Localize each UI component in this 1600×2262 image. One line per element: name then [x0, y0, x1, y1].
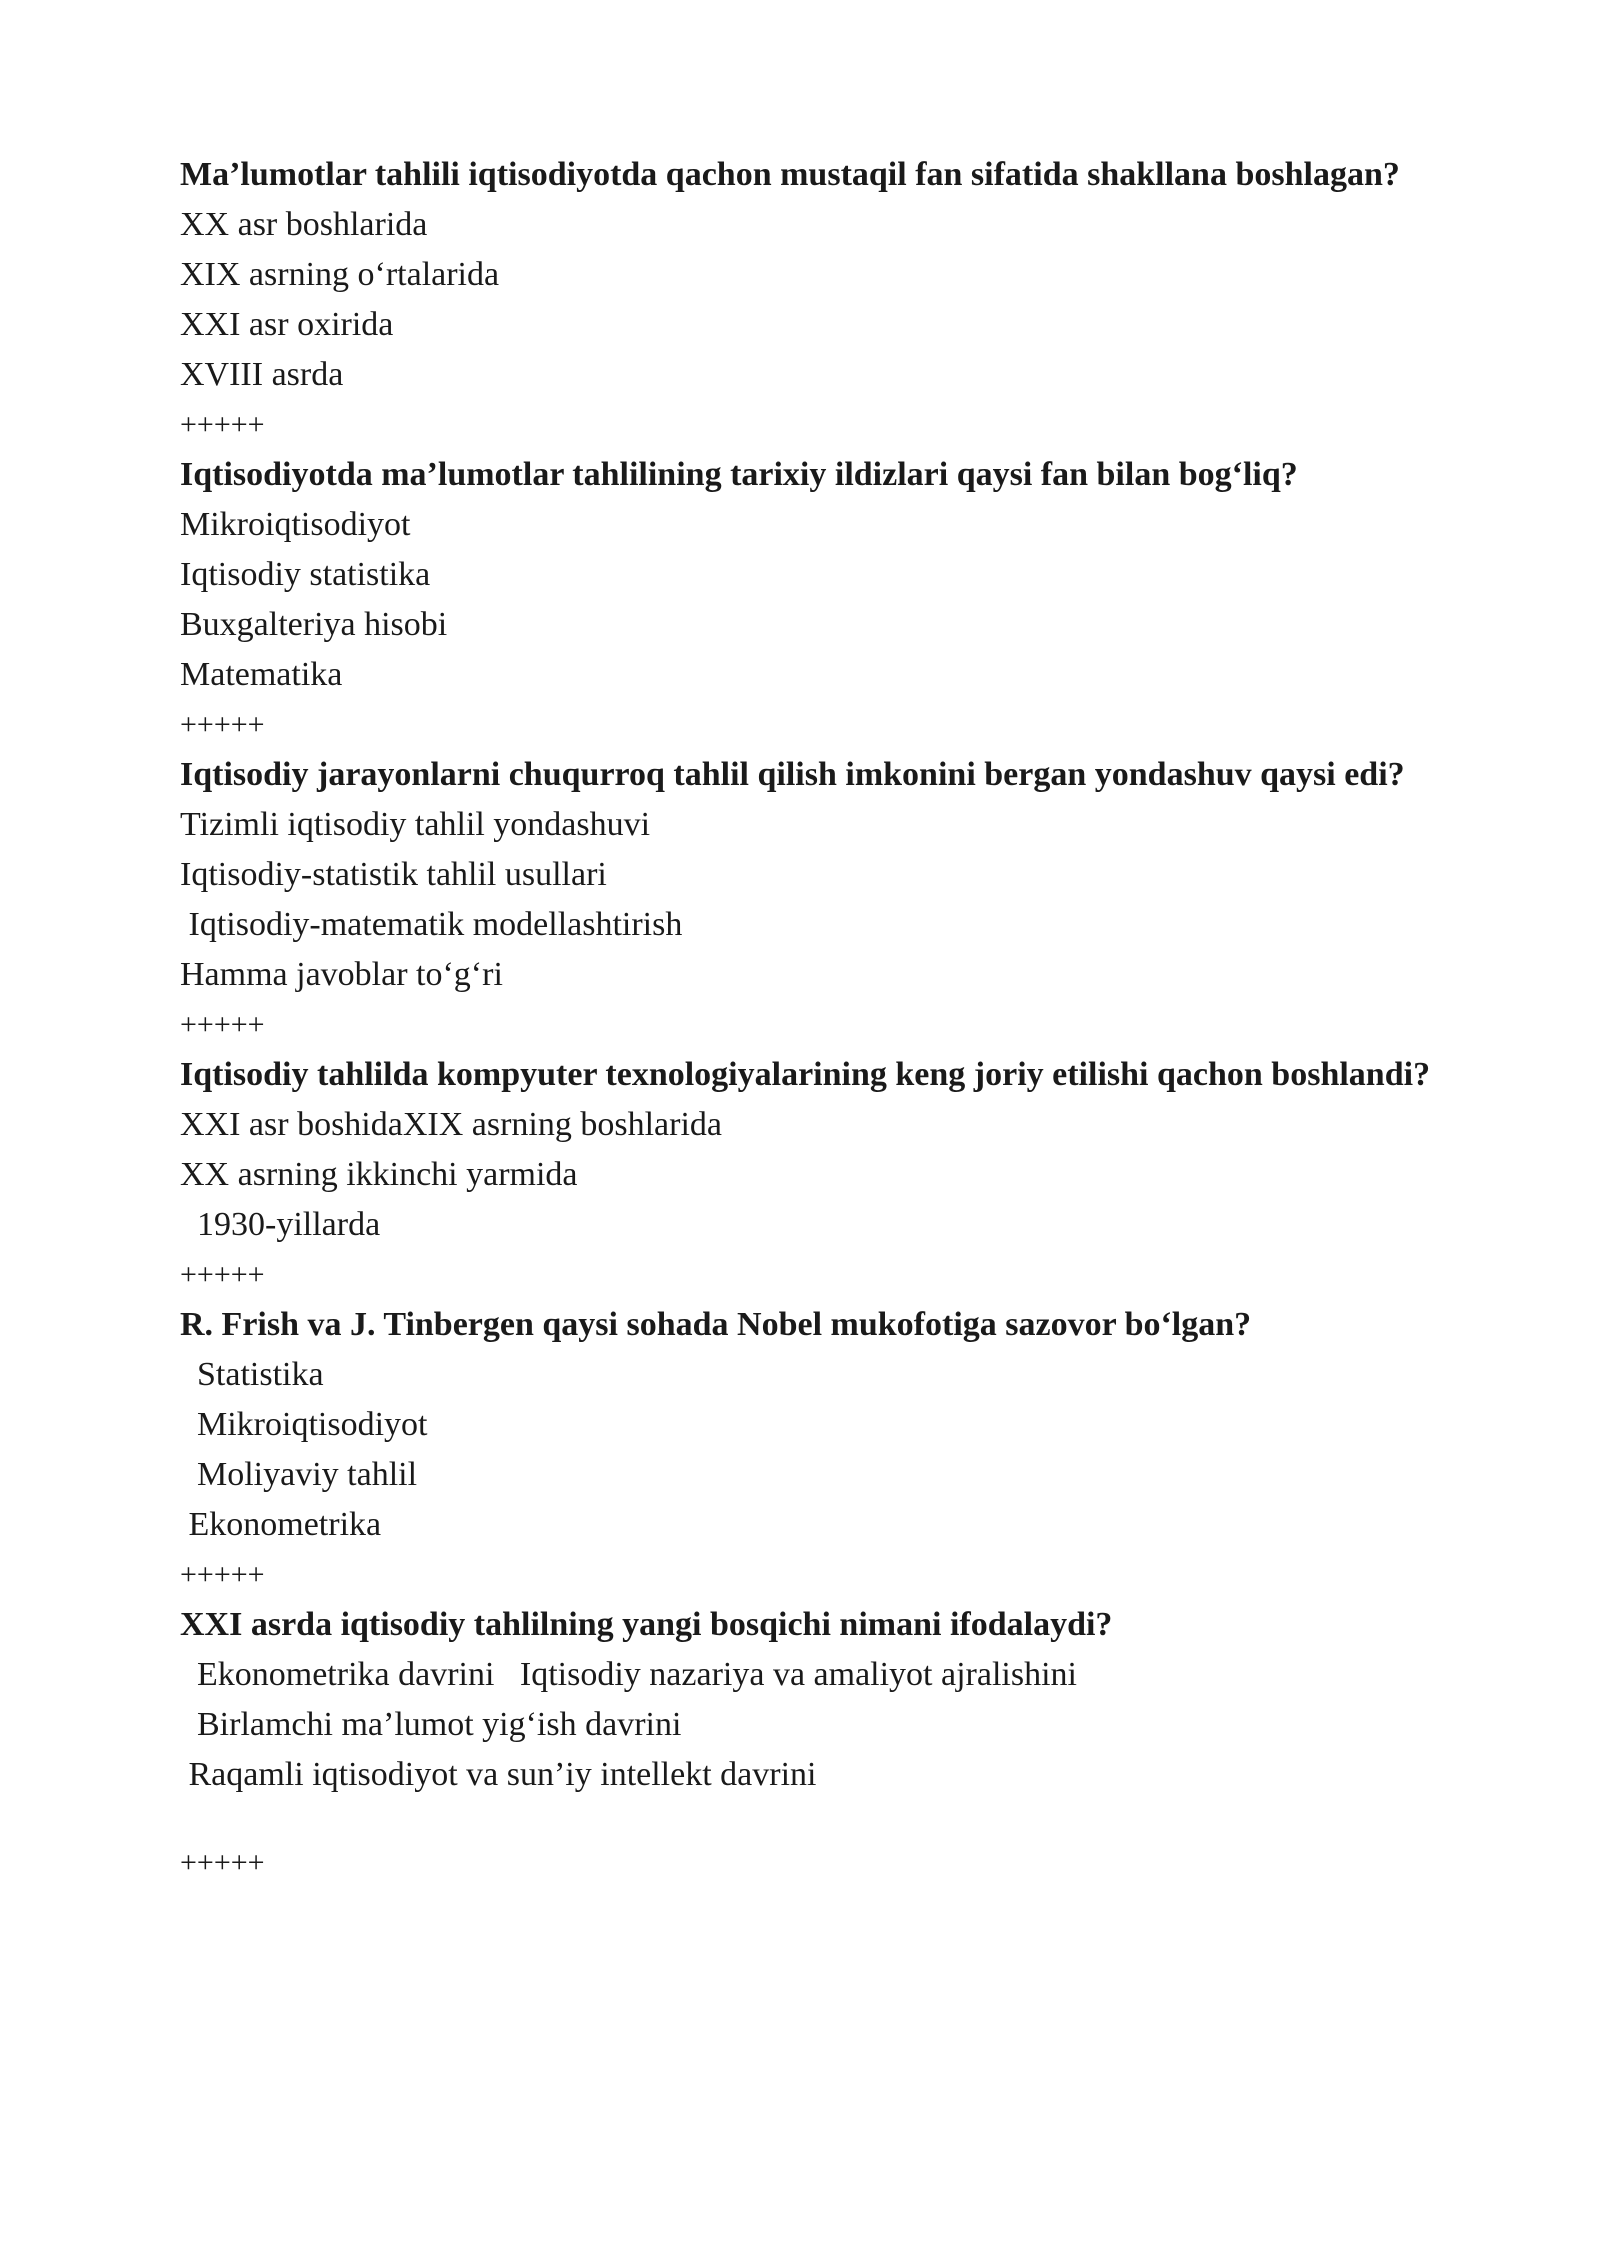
answer-option: Ekonometrika davrini Iqtisodiy nazariya va amaliyot ajralishini — [180, 1656, 1077, 1693]
block-separator: +++++ — [180, 408, 265, 441]
block-separator: +++++ — [180, 1846, 265, 1879]
block-separator: +++++ — [180, 1008, 265, 1041]
question-text: XXI asrda iqtisodiy tahlilning yangi bosqichi nimani ifodalaydi? — [180, 1606, 1113, 1643]
answer-option: Iqtisodiy-matematik modellashtirish — [180, 906, 683, 943]
question-text: Iqtisodiy tahlilda kompyuter texnologiyalarining keng joriy etilishi qachon boshlandi? — [180, 1056, 1431, 1093]
answer-option: Raqamli iqtisodiyot va sun’iy intellekt davrini — [180, 1756, 817, 1793]
answer-option: Moliyaviy tahlil — [180, 1456, 418, 1493]
document-page — [180, 150, 1480, 1888]
question-text: R. Frish va J. Tinbergen qaysi sohada Nobel mukofotiga sazovor bo‘lgan? — [180, 1306, 1252, 1343]
block-separator: +++++ — [180, 708, 265, 741]
question-block — [180, 1300, 1480, 1600]
answer-option: Iqtisodiy-statistik tahlil usullari — [180, 856, 607, 893]
question-block — [180, 1050, 1480, 1300]
answer-option: XX asr boshlarida — [180, 206, 428, 243]
answer-option: XXI asr boshidaXIX asrning boshlarida — [180, 1106, 722, 1143]
block-separator: +++++ — [180, 1258, 265, 1291]
question-block — [180, 1600, 1480, 1888]
answer-option: XXI asr oxirida — [180, 306, 394, 343]
question-text: Iqtisodiy jarayonlarni chuqurroq tahlil qilish imkonini bergan yondashuv qaysi edi? — [180, 756, 1405, 793]
answer-option: Mikroiqtisodiyot — [180, 1406, 428, 1443]
answer-option: Iqtisodiy statistika — [180, 556, 431, 593]
block-separator: +++++ — [180, 1558, 265, 1591]
question-text: Ma’lumotlar tahlili iqtisodiyotda qachon mustaqil fan sifatida shakllana boshlagan? — [180, 156, 1400, 193]
answer-option: XVIII asrda — [180, 356, 344, 393]
question-block — [180, 750, 1480, 1050]
answer-option: Tizimli iqtisodiy tahlil yondashuvi — [180, 806, 651, 843]
answer-option: Mikroiqtisodiyot — [180, 506, 411, 543]
answer-option: Statistika — [180, 1356, 324, 1393]
answer-option: Buxgalteriya hisobi — [180, 606, 448, 643]
answer-option: Ekonometrika — [180, 1506, 382, 1543]
answer-option: XIX asrning o‘rtalarida — [180, 256, 500, 293]
question-block — [180, 150, 1480, 450]
answer-option: Birlamchi ma’lumot yig‘ish davrini — [180, 1706, 682, 1743]
answer-option: Matematika — [180, 656, 343, 693]
question-block — [180, 450, 1480, 750]
answer-option: Hamma javoblar to‘g‘ri — [180, 956, 503, 993]
question-text: Iqtisodiyotda ma’lumotlar tahlilining tarixiy ildizlari qaysi fan bilan bog‘liq? — [180, 456, 1298, 493]
answer-option: XX asrning ikkinchi yarmida — [180, 1156, 578, 1193]
answer-option: 1930-yillarda — [180, 1206, 381, 1243]
spacer — [180, 1800, 1480, 1838]
